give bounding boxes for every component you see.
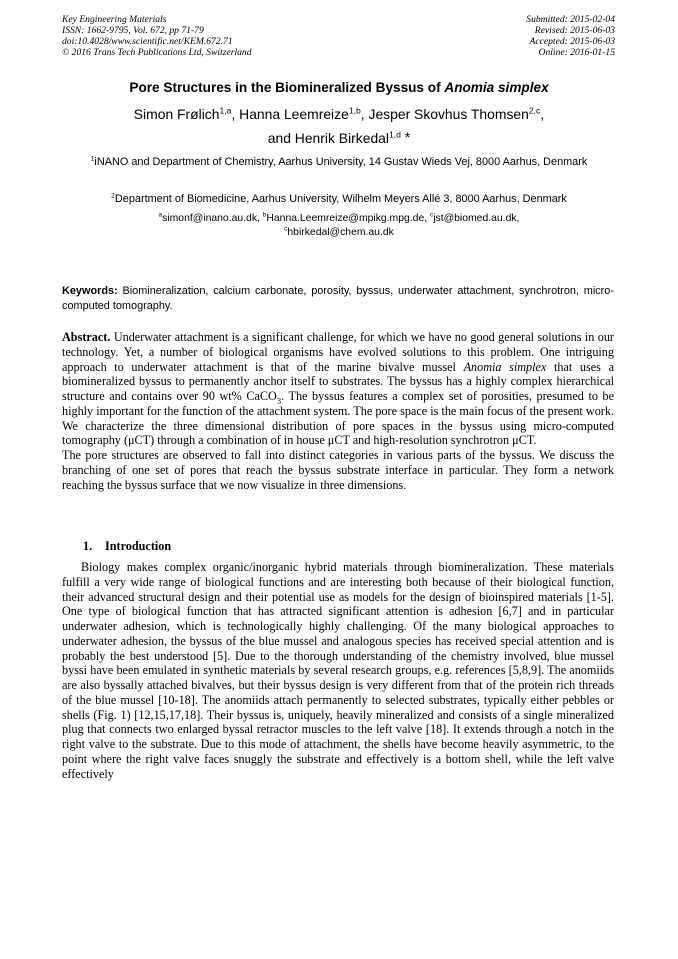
author-name: Simon Frølich (133, 106, 220, 122)
abstract-paragraph: Abstract. Underwater attachment is a significant challenge, for which we have no good general solutions in our technology. Yet, a number of biological organisms have evolved solutions to this problem. One intriguing approach to underwater attachment is that of the marine bivalve mussel Anomia simplex that uses a biomineralized byssus to permanently anchor itself to substrates. The byssus has a highly complex hierarchical structure and contains over 90 wt% CaCO$_3$. The byssus features a complex set of porosities, presumed to be highly important for the function of the attachment system. The pore space is the main focus of the present work. We characterize the three dimensional distribution of pore spaces in the byssus using micro-computed tomography (μCT) through a combination of in house μCT and high-resolution synchrotron μCT. (62, 330, 614, 448)
date-revised: Revised: 2015-06-03 (534, 24, 615, 36)
date-accepted: Accepted: 2015-06-03 (529, 35, 615, 47)
author-emails: $^a$simonf@inano.au.dk, $^b$Hanna.Leemreize@mpikg.mpg.de, $^c$jst@biomed.au.dk, $^c$hbirkedal@chem.au.dk (158, 211, 520, 238)
email-link[interactable]: Hanna.Leemreize@mpikg.mpg.de, (266, 213, 430, 224)
author-name: Hanna Leemreize (239, 106, 349, 122)
paper-title: Pore Structures in the Biomineralized Byssus of Anomia simplex (129, 80, 549, 95)
author-sup: 1,d (388, 129, 401, 140)
date-online: Online: 2016-01-15 (538, 46, 615, 58)
keywords-text: Biomineralization, calcium carbonate, porosity, byssus, underwater attachment, synchrotron, micro-computed tomography. (62, 285, 614, 312)
abstract-paragraph: The pore structures are observed to fall into distinct categories in various parts of the byssus. We discuss the branching of one set of pores that reach the byssus substrate interface in particular. They form a network reaching the byssus surface that we now visualize in three dimensions. (62, 448, 614, 492)
journal-info (62, 15, 252, 59)
section-number: 1. (83, 539, 93, 553)
journal-copyright: © 2016 Trans Tech Publications Ltd, Switzerland (62, 46, 252, 58)
journal-doi: doi:10.4028/www.scientific.net/KEM.672.71 (62, 35, 233, 47)
author-sup: 2,c (528, 105, 541, 116)
keywords (62, 284, 614, 313)
author-name: Jesper Skovhus Thomsen (368, 106, 529, 122)
journal-name: Key Engineering Materials (62, 14, 167, 25)
date-submitted: Submitted: 2015-02-04 (526, 14, 615, 25)
title-species: Anomia simplex (444, 80, 549, 95)
section-title: Introduction (105, 539, 172, 553)
email-link[interactable]: hbirkedal@chem.au.dk (287, 226, 394, 238)
author-sup: 1,b (348, 105, 361, 116)
section-heading (83, 539, 171, 554)
affiliation: $^2$Department of Biomedicine, Aarhus University, Wilhelm Meyers Allé 3, 8000 Aarhus, Denmark (111, 192, 567, 205)
author-sup: 1,a (219, 105, 232, 116)
corresponding-mark: * (400, 129, 411, 145)
affiliation: $^1$iNANO and Department of Chemistry, Aarhus University, 14 Gustav Wieds Vej, 8000 Aarhus, Denmark (90, 155, 588, 168)
email-link[interactable]: simonf@inano.au.dk, (162, 213, 263, 224)
abstract (62, 330, 614, 492)
email-link[interactable]: jst@biomed.au.dk, (433, 213, 520, 224)
author-list: Simon Frølich$^{1,a}$, Hanna Leemreize$^{1,b}$, Jesper Skovhus Thomsen$^{2,c}$, and Henrik Birkedal$^{1,d}$ * (133, 105, 545, 146)
introduction-paragraph: Biology makes complex organic/inorganic hybrid materials through biomineralization. These materials fulfill a very wide range of biological functions and are interesting both because of their biological function, their advanced structural design and their potential use as models for the design of bioinspired materials [1-5]. One type of biological function that has attracted significant attention is adhesion [6,7] and in particular underwater adhesion, which is technologically highly challenging. Of the many biological approaches to underwater adhesion, the byssus of the blue mussel and analogous species has received special attention and is probably the best understood [5]. Due to the thorough understanding of the chemistry involved, blue mussel byssi have been emulated in synthetic materials by several research groups, e.g. references [5,8,9]. The anomiids are also byssally attached bivalves, but their byssus design is very different from that of the protein rich threads of the blue mussel [10-18]. The anomiids attach permanently to selected substrates, typically either pebbles or shells (Fig. 1) [12,15,17,18]. Their byssus is, uniquely, heavily mineralized and consists of a single mineralized plug that connects two enlarged byssal retractor muscles to the left valve [18]. It extends through a notch in the right valve to the substrate. Due to this mode of attachment, the shells have become heavily asymmetric, to the point where the right valve faces snuggly the substrate and effectively is a bottom shell, while the left valve effectively (62, 560, 614, 781)
abstract-label: Abstract. (62, 330, 111, 344)
publication-dates (526, 15, 615, 59)
journal-issn: ISSN: 1662-9795, Vol. 672, pp 71-79 (62, 24, 204, 36)
keywords-label: Keywords: (62, 285, 118, 297)
author-name: and Henrik Birkedal (267, 130, 389, 146)
